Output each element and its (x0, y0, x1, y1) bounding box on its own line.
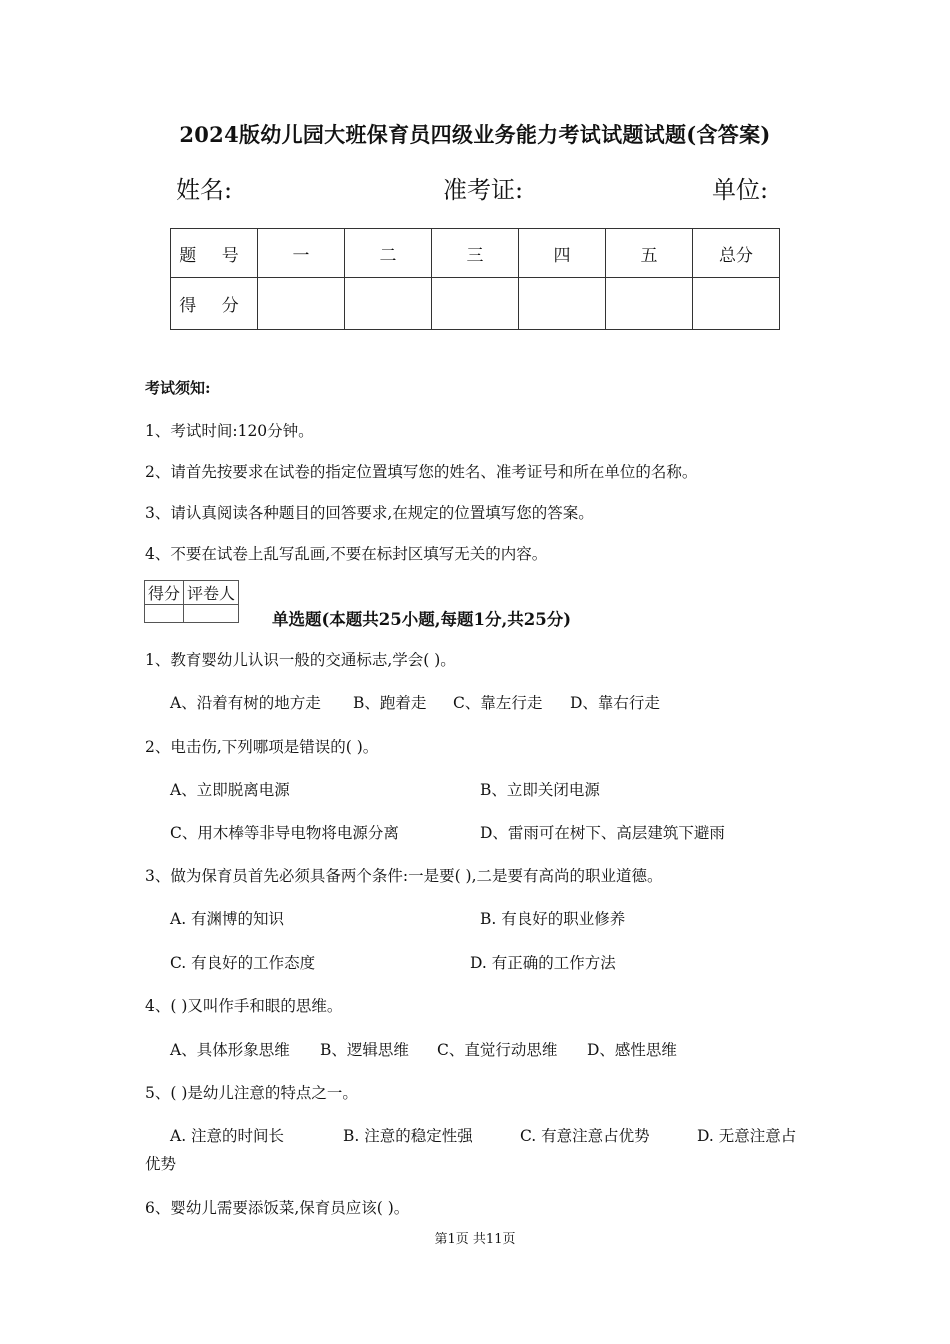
score-cell[interactable] (258, 278, 345, 330)
page-footer: 第1页 共11页 (434, 1232, 516, 1247)
grader-score-label: 得分 (145, 581, 184, 605)
option: C. 有意注意占优势 (520, 1127, 650, 1145)
question-stem: 3、做为保育员首先必须具备两个条件:一是要( ),二是要有高尚的职业道德。 (145, 867, 663, 885)
option: B、逻辑思维 (320, 1041, 409, 1059)
option: D、靠右行走 (570, 694, 660, 712)
question-stem: 6、婴幼儿需要添饭菜,保育员应该( )。 (145, 1199, 410, 1217)
page-title: 2024版幼儿园大班保育员四级业务能力考试试题试题(含答案) (179, 122, 771, 147)
score-cell[interactable] (606, 278, 693, 330)
option: B. 注意的稳定性强 (343, 1127, 473, 1145)
option: A. 注意的时间长 (170, 1127, 285, 1145)
option: C. 有良好的工作态度 (170, 954, 316, 972)
question-stem: 1、教育婴幼儿认识一般的交通标志,学会( )。 (145, 651, 456, 669)
exam-id-field-label: 准考证: (443, 176, 524, 204)
grader-box-entry-row (145, 605, 239, 623)
question-stem: 2、电击伤,下列哪项是错误的( )。 (145, 738, 379, 756)
grader-box (144, 580, 239, 623)
notice-item: 2、请首先按要求在试卷的指定位置填写您的姓名、准考证号和所在单位的名称。 (145, 463, 698, 481)
option: A. 有渊博的知识 (170, 910, 285, 928)
grader-box-header-row (145, 581, 239, 605)
notice-item: 3、请认真阅读各种题目的回答要求,在规定的位置填写您的答案。 (145, 504, 594, 522)
score-table-header-cell: 五 (606, 229, 693, 278)
option: C、靠左行走 (453, 694, 543, 712)
score-cell[interactable] (432, 278, 519, 330)
unit-field-label: 单位: (712, 176, 769, 204)
option: A、立即脱离电源 (170, 781, 290, 799)
notice-title: 考试须知: (145, 379, 211, 397)
score-cell[interactable] (693, 278, 780, 330)
score-table-score-row (171, 278, 780, 330)
question-stem: 4、( )又叫作手和眼的思维。 (145, 997, 343, 1015)
section-title: 单选题(本题共25小题,每题1分,共25分) (272, 610, 572, 629)
score-table-header-cell: 二 (345, 229, 432, 278)
option: B. 有良好的职业修养 (480, 910, 626, 928)
name-field-label: 姓名: (176, 176, 233, 204)
score-table-header-label: 题 号 (171, 229, 258, 278)
option: C、直觉行动思维 (437, 1041, 558, 1059)
option: D、感性思维 (587, 1041, 677, 1059)
option: D. 有正确的工作方法 (470, 954, 616, 972)
option: A、具体形象思维 (170, 1041, 290, 1059)
option: C、用木棒等非导电物将电源分离 (170, 824, 399, 842)
grader-name-label: 评卷人 (184, 581, 239, 605)
score-table-row-label: 得 分 (171, 278, 258, 330)
score-table-header-cell: 总分 (693, 229, 780, 278)
score-cell[interactable] (519, 278, 606, 330)
option: B、立即关闭电源 (480, 781, 600, 799)
option: A、沿着有树的地方走 (170, 694, 321, 712)
grader-score-cell[interactable] (145, 605, 184, 623)
question-stem: 5、( )是幼儿注意的特点之一。 (145, 1084, 358, 1102)
score-table-header-cell: 一 (258, 229, 345, 278)
score-table-header-cell: 四 (519, 229, 606, 278)
option-wrap: 优势 (145, 1155, 177, 1173)
grader-name-cell[interactable] (184, 605, 239, 623)
option: D. 无意注意占 (697, 1127, 797, 1145)
notice-item: 4、不要在试卷上乱写乱画,不要在标封区填写无关的内容。 (145, 545, 548, 563)
score-table-header-cell: 三 (432, 229, 519, 278)
score-table-header-row (171, 229, 780, 278)
notice-item: 1、考试时间:120分钟。 (145, 422, 314, 440)
option: D、雷雨可在树下、高层建筑下避雨 (480, 824, 725, 842)
score-table (170, 228, 780, 330)
score-cell[interactable] (345, 278, 432, 330)
option: B、跑着走 (353, 694, 427, 712)
